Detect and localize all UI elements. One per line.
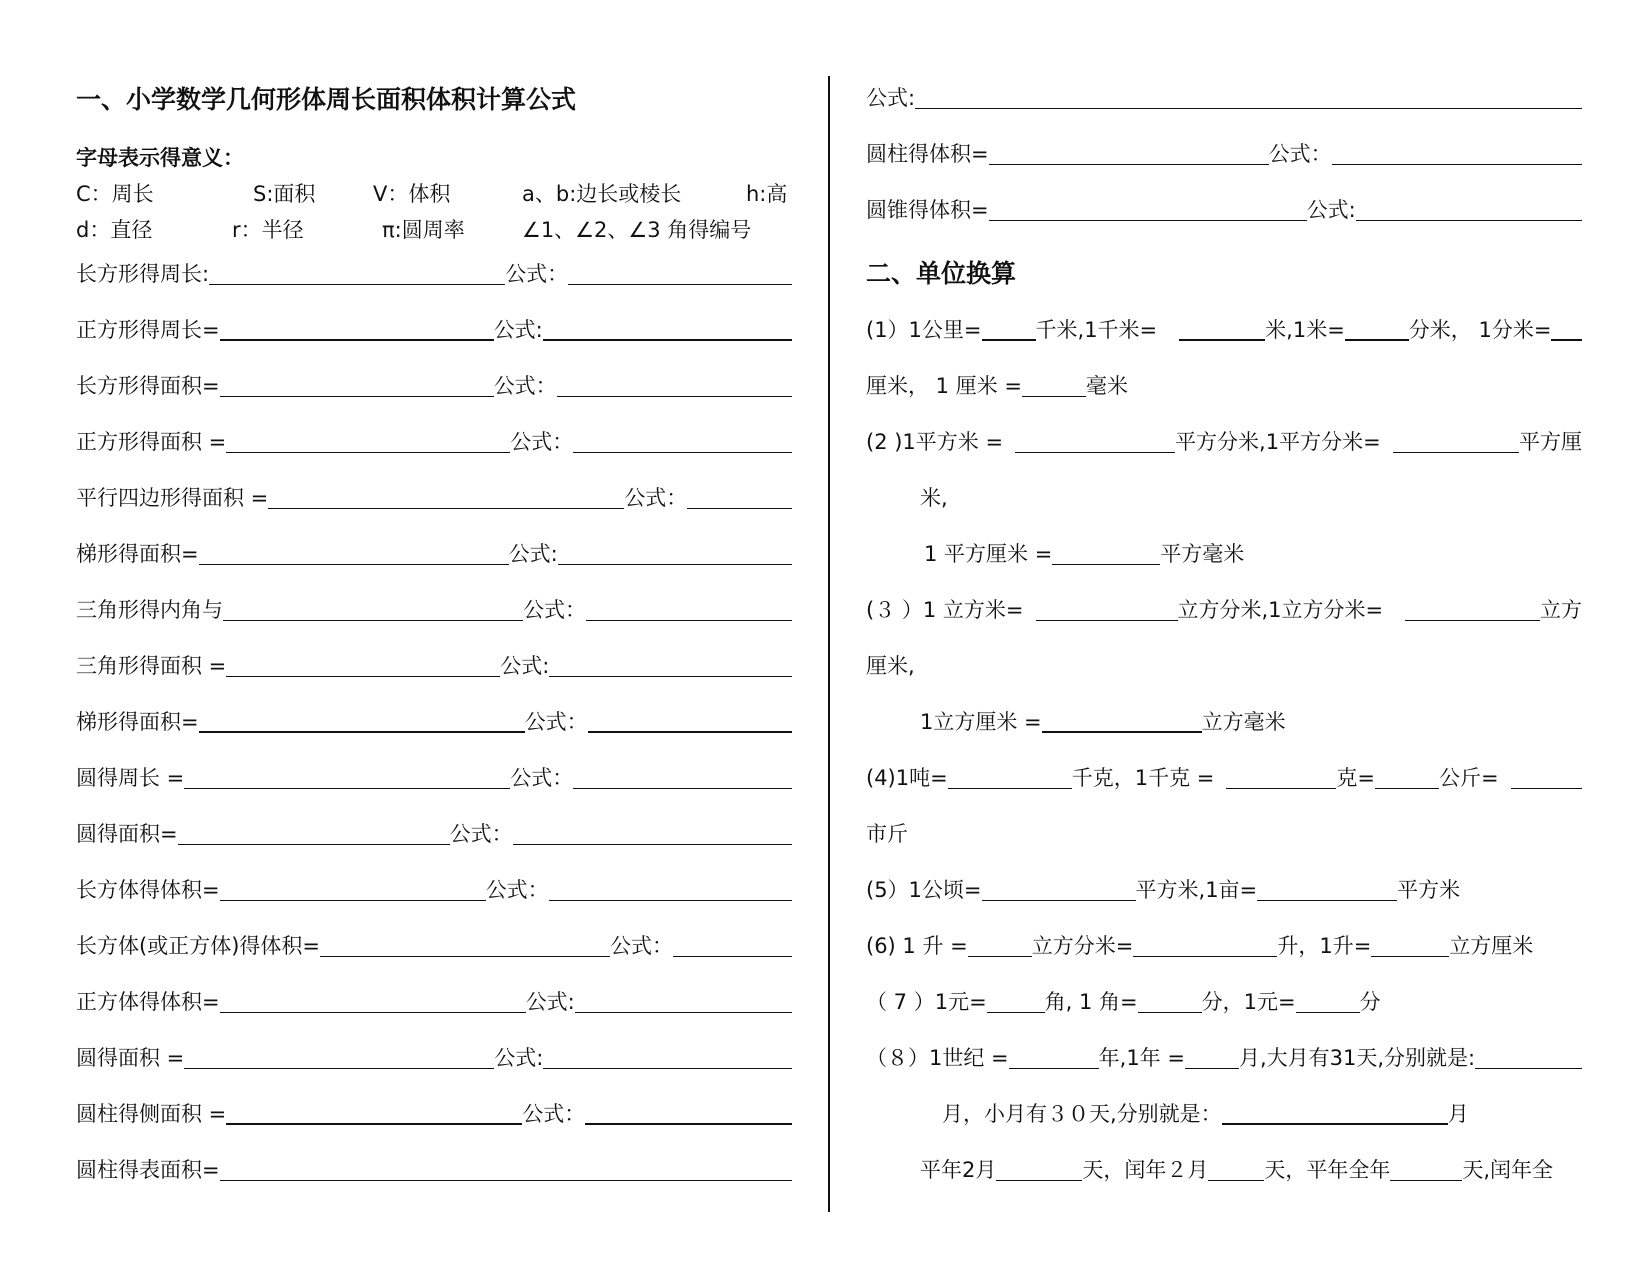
conversion-text: 年,1年 = bbox=[1098, 1046, 1185, 1070]
conversion-text: 立方 bbox=[1540, 598, 1582, 622]
formula-label: 公式: bbox=[508, 542, 558, 566]
answer-blank[interactable] bbox=[1138, 988, 1202, 1013]
formula-blank[interactable] bbox=[575, 988, 792, 1013]
conversion-text: 千米,1千米= bbox=[1035, 318, 1158, 342]
answer-blank[interactable] bbox=[996, 1156, 1082, 1181]
formula-line bbox=[76, 702, 792, 734]
conversion-line bbox=[866, 422, 1582, 454]
line-label: 圆柱得侧面积 = bbox=[76, 1102, 227, 1126]
answer-blank[interactable] bbox=[226, 1099, 522, 1125]
formula-label: 公式: bbox=[500, 654, 550, 678]
answer-blank[interactable] bbox=[1405, 596, 1540, 621]
conversion-line bbox=[866, 814, 1582, 846]
conversion-text: 天，平年全年 bbox=[1264, 1158, 1391, 1182]
answer-blank[interactable] bbox=[982, 315, 1036, 341]
line-label: 圆得面积= bbox=[76, 822, 178, 846]
formula-line bbox=[76, 926, 792, 958]
formula-label: 公式: bbox=[525, 990, 575, 1014]
formula-label: 公式: bbox=[494, 1046, 544, 1070]
legend-item: a、b:边长或棱长 bbox=[522, 182, 682, 206]
answer-blank[interactable] bbox=[989, 140, 1269, 165]
answer-blank[interactable] bbox=[1393, 428, 1519, 453]
conversion-text: （ 7 ）1元= bbox=[866, 990, 987, 1014]
answer-blank[interactable] bbox=[220, 372, 494, 397]
answer-blank[interactable] bbox=[220, 315, 494, 341]
line-label: 长方形得面积= bbox=[76, 374, 220, 398]
conversion-text: 平方厘 bbox=[1519, 430, 1582, 454]
formula-label: 公式： bbox=[485, 878, 549, 902]
answer-blank[interactable] bbox=[220, 1156, 792, 1181]
conversion-text: 月 bbox=[1447, 1102, 1469, 1126]
formula-blank[interactable] bbox=[543, 315, 792, 341]
line-label: 正方体得体积= bbox=[76, 990, 220, 1014]
column-divider bbox=[828, 76, 830, 1212]
conversion-text: 平方毫米 bbox=[1160, 542, 1245, 566]
formula-blank[interactable] bbox=[543, 1044, 792, 1069]
conversion-text: 角, 1 角= bbox=[1044, 990, 1138, 1014]
formula-blank[interactable] bbox=[915, 84, 1582, 109]
answer-blank[interactable] bbox=[223, 596, 523, 621]
legend-heading: 字母表示得意义： bbox=[76, 146, 244, 170]
conversion-text: 米,1米= bbox=[1265, 318, 1345, 342]
line-label: 圆得周长 = bbox=[76, 766, 185, 790]
conversion-line bbox=[866, 870, 1582, 902]
conversion-text: 1立方厘米 = bbox=[920, 710, 1042, 734]
answer-blank[interactable] bbox=[1511, 764, 1582, 789]
formula-blank[interactable] bbox=[687, 484, 792, 509]
formula-blank[interactable] bbox=[557, 372, 792, 397]
conversion-text: 市斤 bbox=[866, 822, 908, 846]
answer-blank[interactable] bbox=[1226, 764, 1336, 789]
formula-blank[interactable] bbox=[549, 876, 792, 901]
formula-blank[interactable] bbox=[588, 707, 792, 733]
answer-blank[interactable] bbox=[1179, 315, 1265, 341]
line-label: 长方体(或正方体)得体积= bbox=[76, 934, 320, 958]
formula-label: 公式： bbox=[449, 822, 513, 846]
answer-blank[interactable] bbox=[1009, 1044, 1099, 1069]
answer-blank[interactable] bbox=[1052, 540, 1160, 565]
formula-line bbox=[76, 366, 792, 398]
formula-line bbox=[76, 534, 792, 566]
answer-blank[interactable] bbox=[1296, 988, 1360, 1013]
formula-blank[interactable] bbox=[673, 932, 792, 957]
conversion-line bbox=[866, 590, 1582, 622]
line-label: 圆得面积 = bbox=[76, 1046, 185, 1070]
answer-blank[interactable] bbox=[184, 1044, 494, 1069]
legend-item: V：体积 bbox=[373, 182, 451, 206]
answer-blank[interactable] bbox=[1133, 932, 1277, 957]
formula-line bbox=[76, 758, 792, 790]
formula-blank[interactable] bbox=[568, 260, 792, 285]
formula-blank[interactable] bbox=[1332, 140, 1582, 165]
answer-blank[interactable] bbox=[1022, 372, 1086, 397]
conversion-line bbox=[920, 1150, 1582, 1182]
legend-item: π:圆周率 bbox=[382, 218, 465, 242]
formula-blank[interactable] bbox=[558, 540, 792, 565]
conversion-text: （８）1世纪 = bbox=[866, 1046, 1009, 1070]
conversion-text: (5）1公顷= bbox=[866, 878, 982, 902]
line-label: 三角形得内角与 bbox=[76, 598, 223, 622]
line-label: 三角形得面积 = bbox=[76, 654, 227, 678]
section-title-units: 二、单位换算 bbox=[866, 259, 1017, 288]
legend-item: h:高 bbox=[746, 182, 788, 206]
conversion-text: 厘米, bbox=[866, 654, 915, 678]
formula-label: 公式： bbox=[1268, 142, 1332, 166]
answer-blank[interactable] bbox=[320, 932, 610, 957]
legend-item: S:面积 bbox=[253, 182, 316, 206]
conversion-line bbox=[866, 926, 1582, 958]
conversion-text: 分米， 1分米= bbox=[1408, 318, 1552, 342]
conversion-text: (6) 1 升 = bbox=[866, 934, 968, 958]
conversion-text: 平方米 bbox=[1397, 878, 1461, 902]
conversion-text: 天,闰年全 bbox=[1462, 1158, 1554, 1182]
conversion-text: 月,大月有31天,分别就是: bbox=[1238, 1046, 1476, 1070]
answer-blank[interactable] bbox=[199, 540, 509, 565]
conversion-line bbox=[924, 534, 1582, 566]
answer-blank[interactable] bbox=[268, 484, 624, 509]
conversion-text: 1 平方厘米 = bbox=[924, 542, 1053, 566]
formula-line bbox=[866, 190, 1582, 222]
formula-line bbox=[76, 1038, 792, 1070]
conversion-text: 分，1元= bbox=[1201, 990, 1296, 1014]
conversion-text: 毫米 bbox=[1085, 374, 1128, 398]
section-title-geometry: 一、小学数学几何形体周长面积体积计算公式 bbox=[76, 85, 577, 114]
answer-blank[interactable] bbox=[209, 260, 505, 285]
conversion-text: 立方毫米 bbox=[1201, 710, 1286, 734]
conversion-text: 立方厘米 bbox=[1449, 934, 1534, 958]
line-label: 圆锥得体积= bbox=[866, 198, 989, 222]
conversion-text: 升，1升= bbox=[1277, 934, 1372, 958]
formula-line bbox=[76, 814, 792, 846]
formula-line bbox=[76, 1150, 792, 1182]
conversion-text: 月，小月有３０天,分别就是： bbox=[942, 1102, 1222, 1126]
conversion-line bbox=[942, 1094, 1582, 1126]
answer-blank[interactable] bbox=[226, 428, 510, 453]
answer-blank[interactable] bbox=[220, 988, 526, 1013]
conversion-text: 厘米， 1 厘米 = bbox=[866, 374, 1022, 398]
answer-blank[interactable] bbox=[1222, 1099, 1448, 1125]
conversion-line bbox=[866, 758, 1582, 790]
conversion-text: 天，闰年２月 bbox=[1082, 1158, 1209, 1182]
conversion-line bbox=[866, 1038, 1582, 1070]
answer-blank[interactable] bbox=[184, 764, 510, 789]
formula-line bbox=[76, 254, 792, 286]
answer-blank[interactable] bbox=[1185, 1044, 1239, 1069]
formula-line bbox=[76, 422, 792, 454]
answer-blank[interactable] bbox=[199, 707, 525, 733]
formula-line bbox=[866, 134, 1582, 166]
formula-line bbox=[76, 982, 792, 1014]
conversion-line bbox=[866, 310, 1582, 342]
line-label: 圆柱得体积= bbox=[866, 142, 989, 166]
answer-blank[interactable] bbox=[1015, 428, 1175, 453]
answer-blank[interactable] bbox=[1371, 932, 1449, 957]
formula-label: 公式： bbox=[624, 486, 688, 510]
answer-blank[interactable] bbox=[1036, 596, 1178, 621]
answer-blank[interactable] bbox=[178, 820, 450, 845]
conversion-text: (2 )1平方米 = bbox=[866, 430, 1004, 454]
conversion-text: 平方米,1亩= bbox=[1135, 878, 1258, 902]
legend-item: d：直径 bbox=[76, 218, 153, 242]
line-label: 梯形得面积= bbox=[76, 542, 199, 566]
answer-blank[interactable] bbox=[1345, 315, 1409, 341]
formula-line bbox=[76, 310, 792, 342]
answer-blank[interactable] bbox=[968, 932, 1032, 957]
formula-blank[interactable] bbox=[573, 764, 792, 789]
answer-blank[interactable] bbox=[987, 988, 1045, 1013]
conversion-text: 千克，1千克 = bbox=[1071, 766, 1215, 790]
formula-label: 公式: bbox=[866, 86, 916, 110]
formula-label: 公式： bbox=[510, 766, 574, 790]
conversion-text: 立方分米= bbox=[1031, 934, 1134, 958]
line-label: 正方形得面积 = bbox=[76, 430, 227, 454]
formula-line bbox=[76, 478, 792, 510]
answer-blank[interactable] bbox=[1475, 1044, 1582, 1069]
formula-line bbox=[76, 1094, 792, 1126]
formula-label: 公式： bbox=[510, 430, 574, 454]
conversion-text: 立方分米,1立方分米= bbox=[1177, 598, 1384, 622]
formula-blank[interactable] bbox=[1356, 196, 1582, 221]
answer-blank[interactable] bbox=[1390, 1156, 1462, 1181]
formula-label: 公式： bbox=[523, 598, 586, 622]
formula-blank[interactable] bbox=[573, 428, 792, 453]
conversion-text: 分 bbox=[1359, 990, 1381, 1014]
formula-label: 公式： bbox=[524, 710, 588, 734]
formula-line bbox=[76, 646, 792, 678]
formula-blank[interactable] bbox=[513, 820, 792, 845]
line-label: 平行四边形得面积 = bbox=[76, 486, 269, 510]
legend-item: C：周长 bbox=[76, 182, 154, 206]
conversion-line bbox=[920, 478, 1582, 510]
conversion-line bbox=[866, 366, 1582, 398]
formula-line bbox=[76, 590, 792, 622]
formula-line bbox=[76, 870, 792, 902]
formula-blank[interactable] bbox=[585, 1099, 792, 1125]
conversion-line bbox=[920, 702, 1582, 734]
answer-blank[interactable] bbox=[1257, 876, 1397, 901]
legend-item: ∠1、∠2、∠3 角得编号 bbox=[522, 218, 752, 242]
line-label: 圆柱得表面积= bbox=[76, 1158, 220, 1182]
answer-blank[interactable] bbox=[989, 196, 1307, 221]
formula-label: 公式： bbox=[522, 1102, 586, 1126]
line-label: 长方形得周长: bbox=[76, 262, 210, 286]
formula-line bbox=[866, 78, 1582, 110]
formula-label: 公式： bbox=[505, 262, 569, 286]
formula-blank[interactable] bbox=[549, 652, 792, 677]
line-label: 长方体得体积= bbox=[76, 878, 220, 902]
line-label: 正方形得周长= bbox=[76, 318, 220, 342]
conversion-text: (３ ）1 立方米= bbox=[866, 598, 1024, 622]
answer-blank[interactable] bbox=[982, 876, 1136, 901]
answer-blank[interactable] bbox=[220, 876, 486, 901]
conversion-text: (1）1公里= bbox=[866, 318, 982, 342]
formula-label: 公式: bbox=[493, 318, 543, 342]
legend-item: r：半径 bbox=[232, 218, 304, 242]
formula-label: 公式: bbox=[1306, 198, 1356, 222]
answer-blank[interactable] bbox=[1551, 315, 1582, 341]
formula-blank[interactable] bbox=[586, 596, 792, 621]
answer-blank[interactable] bbox=[1208, 1156, 1264, 1181]
conversion-text: (4)1吨= bbox=[866, 766, 948, 790]
conversion-line bbox=[866, 646, 1582, 678]
answer-blank[interactable] bbox=[226, 652, 500, 677]
conversion-text: 米, bbox=[920, 486, 948, 510]
answer-blank[interactable] bbox=[948, 764, 1072, 789]
conversion-line bbox=[866, 982, 1582, 1014]
answer-blank[interactable] bbox=[1042, 707, 1202, 733]
line-label: 梯形得面积= bbox=[76, 710, 199, 734]
answer-blank[interactable] bbox=[1375, 764, 1439, 789]
conversion-text: 公斤= bbox=[1438, 766, 1499, 790]
conversion-text: 克= bbox=[1336, 766, 1375, 790]
conversion-text: 平方分米,1平方分米= bbox=[1175, 430, 1381, 454]
formula-label: 公式： bbox=[609, 934, 673, 958]
conversion-text: 平年2月 bbox=[920, 1158, 997, 1182]
formula-label: 公式： bbox=[493, 374, 557, 398]
